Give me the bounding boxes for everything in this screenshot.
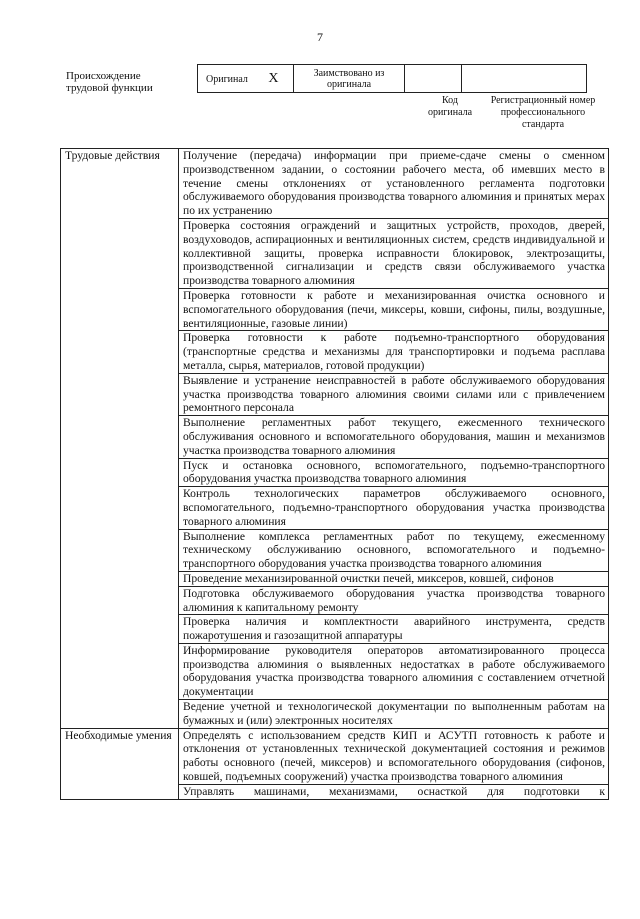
origin-table — [197, 64, 587, 93]
labor-action-item: Информирование руководителя операторов автоматизированного процесса производства алюминия о выявленных недостатках в работе обслуживаемого оборудования участка производства товарного алюминия с составлением отчетной документации — [179, 643, 609, 699]
labor-action-item: Пуск и остановка основного, вспомогательного, подъемно-транспортного оборудования участка производства товарного алюминия — [179, 458, 609, 487]
required-skills-heading: Необходимые умения — [61, 728, 179, 799]
original-cell — [198, 65, 294, 93]
labor-action-item: Получение (передача) информации при приеме-сдаче смены о сменном производственном задании, о состоянии рабочего места, об имевших место в течение смены отклонениях от установленного регламента подготовки обслуживаемого оборудования производства товарного алюминия и принятых мерах по их устранению — [179, 149, 609, 219]
labor-action-item: Выполнение комплекса регламентных работ по текущему, ежесменному техническому обслуживанию основного, вспомогательного и подъемно-транспортного оборудования участка производства товарного алюминия — [179, 529, 609, 571]
labor-action-item: Проверка готовности к работе подъемно-транспортного оборудования (транспортные средства и механизмы для транспортировки и подъема расплава металла, сырья, материалов, готовой продукции) — [179, 331, 609, 373]
labor-action-item: Подготовка обслуживаемого оборудования участка производства товарного алюминия к капитальному ремонту — [179, 586, 609, 615]
original-mark: X — [268, 70, 279, 86]
labor-action-item: Проверка состояния ограждений и защитных устройств, проходов, дверей, воздуховодов, аспирационных и вентиляционных систем, средств индивидуальной и коллективной защиты, проверка исправности блокировок, электрозащиты, производственной сигнализации и средств связи обслуживаемого участка производства товарного алюминия — [179, 218, 609, 288]
original-label: Оригинал — [206, 73, 248, 85]
table-row — [61, 149, 609, 219]
labor-function-table — [60, 148, 609, 800]
labor-action-item: Выполнение регламентных работ текущего, ежесменного технического обслуживания основного и вспомогательного оборудования, машин и механизмов участка производства товарного алюминия — [179, 416, 609, 458]
labor-actions-heading: Трудовые действия — [61, 149, 179, 729]
labor-action-item: Проверка наличия и комплектности аварийного инструмента, средств пожаротушения и газозащитной аппаратуры — [179, 615, 609, 644]
origin-label: Происхождение трудовой функции — [66, 70, 153, 94]
labor-action-item: Выявление и устранение неисправностей в работе обслуживаемого оборудования участка производства товарного алюминия своими силами или с привлечением ремонтного персонала — [179, 373, 609, 415]
registration-number-cell — [462, 65, 587, 93]
skill-item: Управлять машинами, механизмами, оснасткой для подготовки к — [179, 784, 609, 799]
page-number: 7 — [317, 30, 323, 44]
borrowed-cell: Заимствовано из оригинала — [294, 65, 405, 93]
original-code-cell — [405, 65, 462, 93]
skill-item: Определять с использованием средств КИП и АСУТП готовность к работе и отклонения от установленных технической документацией состояния и режимов работы основного (печей, миксеров) и вспомогательного оборудования (сифонов, ковшей, подъемных сооружений) участка производства товарного алюминия — [179, 728, 609, 784]
table-row — [61, 728, 609, 784]
labor-action-item: Контроль технологических параметров обслуживаемого основного, вспомогательного, подъемно-транспортного оборудования участка производства товарного алюминия — [179, 487, 609, 529]
labor-action-item: Проведение механизированной очистки печей, миксеров, ковшей, сифонов — [179, 571, 609, 586]
original-code-caption: Код оригинала — [427, 95, 473, 118]
labor-action-item: Ведение учетной и технологической документации по выполненным работам на бумажных и (или) электронных носителях — [179, 700, 609, 729]
registration-number-caption: Регистрационный номер профессионального стандарта — [490, 95, 596, 130]
labor-action-item: Проверка готовности к работе и механизированная очистка основного и вспомогательного оборудования (печи, миксеры, ковши, сифоны, пилы, воздушные, вентиляционные, газовые линии) — [179, 288, 609, 330]
